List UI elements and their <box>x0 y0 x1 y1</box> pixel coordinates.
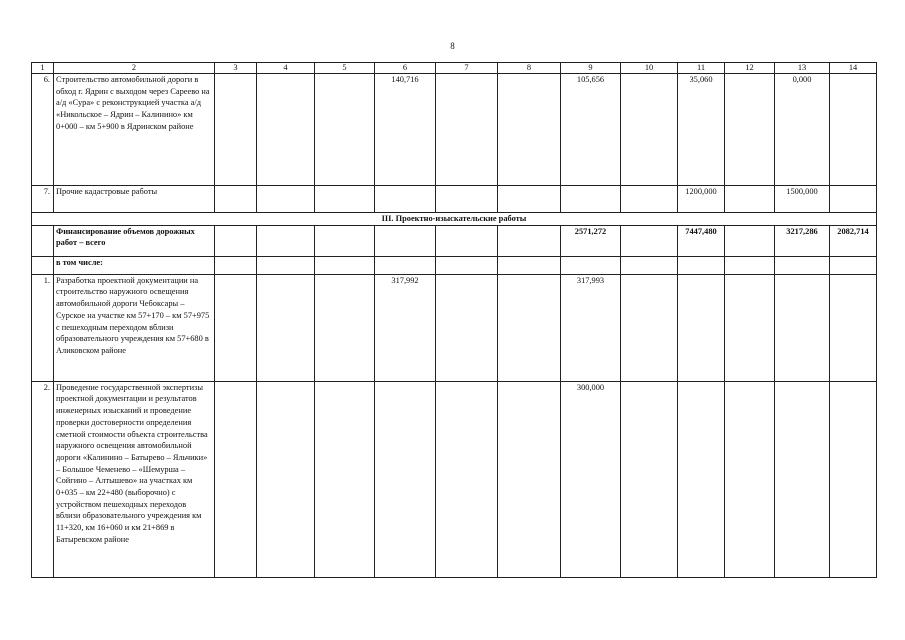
table-row <box>32 74 877 186</box>
cell-value: 7447,480 <box>678 225 725 256</box>
col-header: 2 <box>54 63 215 74</box>
cell-value: 300,000 <box>561 381 621 577</box>
cell-value: 140,716 <box>375 74 436 186</box>
including-label: в том числе: <box>54 256 215 274</box>
section-row <box>32 213 877 226</box>
financing-name: Финансирование объемов дорожных работ – всего <box>54 225 215 256</box>
table-row <box>32 274 877 381</box>
col-header: 3 <box>215 63 257 74</box>
row-number: 2. <box>32 381 54 577</box>
cell-value: 3217,286 <box>775 225 830 256</box>
row-number: 6. <box>32 74 54 186</box>
col-header: 6 <box>375 63 436 74</box>
section-title: III. Проектно-изыскательские работы <box>32 213 877 226</box>
table-row <box>32 186 877 213</box>
col-header: 9 <box>561 63 621 74</box>
row-name: Разработка проектной документации на строительство наружного освещения автомобильной дороги Чебоксары – Сурское на участке км 57+170 – км 57+975 с пешеходным переходом вблизи образовательного учреждения км 57+680 в Аликовском районе <box>54 274 215 381</box>
row-name: Прочие кадастровые работы <box>54 186 215 213</box>
col-header: 8 <box>498 63 561 74</box>
col-header: 5 <box>315 63 375 74</box>
col-header: 10 <box>621 63 678 74</box>
col-header: 12 <box>725 63 775 74</box>
row-number: 7. <box>32 186 54 213</box>
col-header: 13 <box>775 63 830 74</box>
row-number: 1. <box>32 274 54 381</box>
cell-value: 0,000 <box>775 74 830 186</box>
table-row <box>32 381 877 577</box>
cell-value: 317,993 <box>561 274 621 381</box>
cell-value: 2571,272 <box>561 225 621 256</box>
page-number: 8 <box>450 41 455 51</box>
column-number-header <box>32 63 877 74</box>
row-name: Строительство автомобильной дороги в обход г. Ядрин с выходом через Сареево на а/д «Сура» с реконструкцией участка а/д «Никольское – Ядрин – Калинино» км 0+000 – км 5+900 в Ядринском районе <box>54 74 215 186</box>
cell-value: 2082,714 <box>830 225 877 256</box>
cell-value: 317,992 <box>375 274 436 381</box>
including-row <box>32 256 877 274</box>
col-header: 11 <box>678 63 725 74</box>
col-header: 7 <box>436 63 498 74</box>
col-header: 1 <box>32 63 54 74</box>
cell-value: 1500,000 <box>775 186 830 213</box>
cell-value: 1200,000 <box>678 186 725 213</box>
col-header: 14 <box>830 63 877 74</box>
financing-row <box>32 225 877 256</box>
works-table <box>31 62 877 578</box>
col-header: 4 <box>257 63 315 74</box>
row-name: Проведение государственной экспертизы проектной документации и результатов инженерных изысканий и проведение проверки достоверности определения сметной стоимости объекта строительства наружного освещения автомобильной дороги «Калинино – Батырево – Яльчики» – Большое Чеменево – «Шемурша – Сойгино – Алтышево» на участках км 0+035 – км 22+480 (выборочно) с устройством пешеходных переходов вблизи образовательного учреждения км 11+320, км 16+060 и км 21+869 в Батыревском районе <box>54 381 215 577</box>
cell-value: 105,656 <box>561 74 621 186</box>
cell-value: 35,060 <box>678 74 725 186</box>
